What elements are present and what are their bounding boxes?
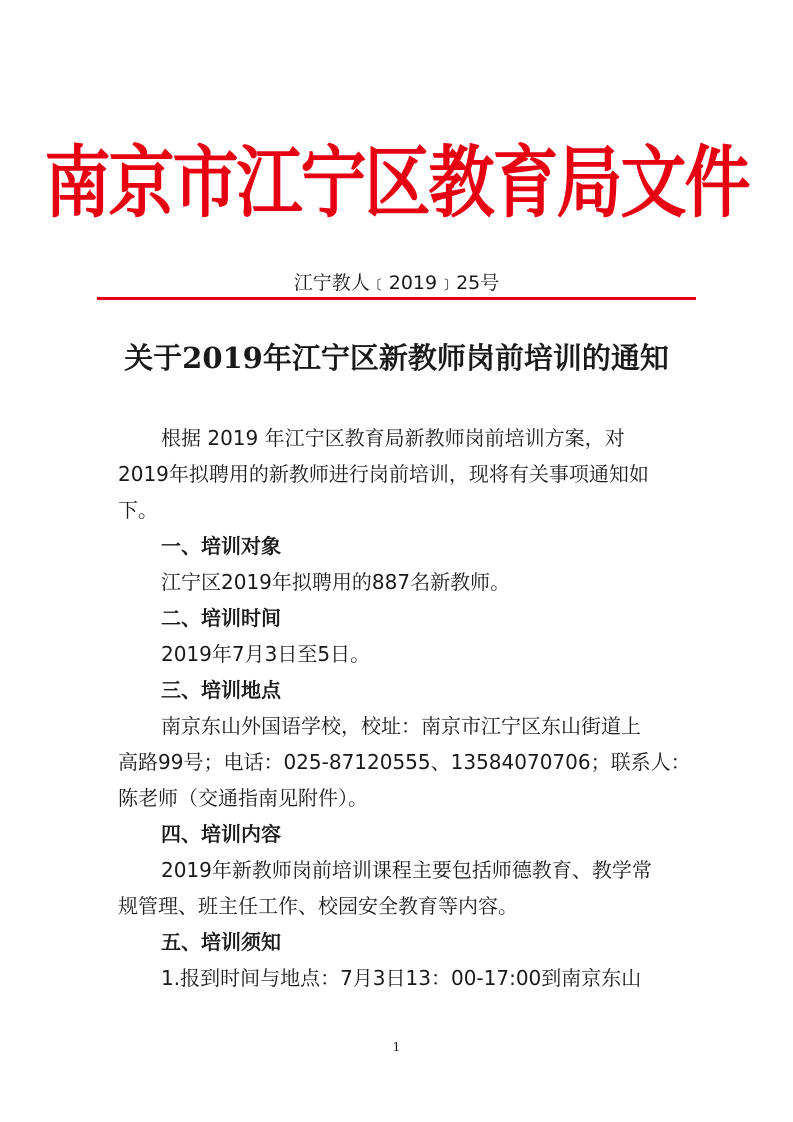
section-text: 高路99号；电话：025-87120555、13584070706；联系人： — [118, 750, 691, 774]
section-heading: 二、培训时间 — [161, 606, 281, 630]
red-divider-line — [97, 297, 696, 300]
section-heading: 五、培训须知 — [161, 930, 281, 954]
intro-line: 根据 2019 年江宁区教育局新教师岗前培训方案，对 — [161, 426, 625, 450]
page-number: 1 — [392, 1040, 401, 1054]
section-text: 江宁区2019年拟聘用的887名新教师。 — [161, 570, 511, 594]
section-text: 1.报到时间与地点：7月3日13：00-17:00到南京东山 — [161, 966, 642, 990]
section-text: 2019年7月3日至5日。 — [161, 642, 371, 666]
masthead-title: 南京市江宁区教育局文件 — [44, 136, 749, 229]
notice-title: 关于2019年江宁区新教师岗前培训的通知 — [124, 341, 669, 375]
section-text: 规管理、班主任工作、校园安全教育等内容。 — [118, 894, 518, 918]
document-number: 江宁教人﹝2019﹞25号 — [293, 272, 500, 294]
section-text: 南京东山外国语学校，校址：南京市江宁区东山街道上 — [161, 714, 641, 738]
section-heading: 一、培训对象 — [161, 534, 281, 558]
section-heading: 四、培训内容 — [161, 822, 281, 846]
intro-line: 2019年拟聘用的新教师进行岗前培训，现将有关事项通知如 — [118, 462, 649, 486]
section-heading: 三、培训地点 — [161, 678, 281, 702]
section-text: 陈老师（交通指南见附件）。 — [118, 786, 368, 810]
intro-line: 下。 — [118, 498, 158, 522]
section-text: 2019年新教师岗前培训课程主要包括师德教育、教学常 — [161, 858, 652, 882]
notice-body — [118, 420, 691, 996]
